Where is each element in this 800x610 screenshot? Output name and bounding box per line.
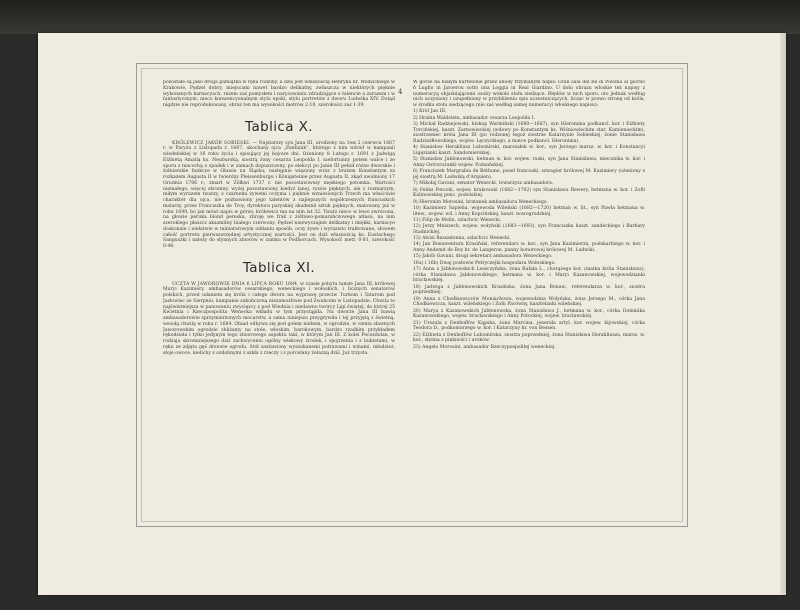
list-item: 13) Alvisi Bassadonna, szlachcic Wenecki. [413,236,511,241]
list-item: 17) Anna z Jabłonowskich Leszczyńska, żona Rafała L., chorążego kor. (matka króla Stanisława), córka Stanisława Jabłonowskiego, hetmana w. kor. i Maryi Kazanowskiej, wojewodzianki bracławskiej. [413,266,645,284]
list-item: 18) Jadwiga z Jabłonowskich Krasińska, żona Jana Bonaw., referendarza w. kor., siostra poprzedniej. [413,284,645,296]
list-item: 23) Angelo Morosini, ambasador Rzeczypospolitej weneckiej. [413,344,556,350]
list-item: 16a) i 16b) Dwaj posłowie Petryczejki hospodara Wołoskiego. [413,260,556,266]
list-item: 11) Filip de Molin, szlachcic Wenecki. [413,217,502,223]
section-lead: UCZTA W JAWOROWIE DNIA 6 LIPCA ROKU [172,281,284,287]
page-number: 4 [398,88,403,96]
list-item: 4) Stanisław Herakliusz Lubomirski, marszałek w. kor., syn Jerzego marsz. w. kor. i Konstancyi Ligęzianki kaszt. Sandomierskiej. [413,145,645,156]
list-item: 19) Anna z Chodkiewiczów Moniachowa, wojewodzina Wołyńska, żona Jerzego M., córka Jana Chodkiewicza, kaszt. wileńskiego i Zofii Pacówny, kasztelanki wileńskiej. [413,296,645,308]
list-item: 21) Urszula z Denhoffów Kąpska, żona Marcina, jenerała artyl. kor. wojew. kijowskiej, córka Teodora D., podkomorzego w. kor. i Katarzyny hr. von Bessen. [413,320,645,332]
section-lead: KRÓLEWICZ JAKÓB SOBIESKI. [172,140,251,146]
list-item: 5) Stanisław Jabłonowski, hetman w. kor. wojew. ruski, syn Jana Stanisława, miecznika w. kor. i Anny Ostrorożanki wojew. Poznańskiej. [413,157,645,168]
participant-list [413,109,645,350]
list-item: 2) Hrabia Waldstein, ambasador cesarza Leopolda I. [413,115,536,121]
scanner-background [0,0,800,34]
section-body: 1684, w czasie pobytu tamże Jana III, królowej Maryi Kazimiery, ambasadorów cesarskiego, weneckiego i wołoskich, i licznych senatorów polskich, przed udaniem się króla i całego dworu na wyprawę przeciw Turkom i Tatarom pod Jazłowiec ze Sierpniu, kampanie zakończoną niezamożliwie pod Żwańcem w Listopadzie. Chwila to najświetniejsza w panowaniu zwycięzcy z pod Wiednia i niedawno twórcy Ligi świętej, do której 25 Kwietnia i Rzeczpospolita Wenecka wkładu w tym przystąpiła. Na dworze Jana III bawią ambasadorowie sprzymierzonych mocarstw, a sama niniejsza przygrywiła i tej przyjętą z świetną, wesołą chwilą w roku r. 1684. Obiad odbywa się pod gołem niebem, w ogrodzie, w cieniu sławnych Jaworowskim ogrodzie zbliżamy na stole, włoskim, barokowym, bardzo rzadkim przykładem rękodzieła i tylko jedynym tego zbiorowego aspektu taki, w którym Jan III. Z kolei Pocozdolan, w rodzaju skromniejszego dziś zachwyceniu ogólny wiekowy środek, i spojrzenia i z bukietami, w ręku ze zdjęta gęś drzewie ogrodu. Stół zastawiony wyszukanemi potrawami i winami, młodzież, słoje owoce, kielichy z ozdobnymi z szkła z rzeczy i z porcelany żelazną dziś. Już trzysta. [163,281,395,356]
text-frame [136,63,688,527]
page-edge [780,33,786,595]
section-paragraph [163,141,395,250]
left-intro-paragraph: pozostałe są jako droga pamiątka w ręku rodziny, a dziś jest własnością Henryka hr. Wodzickiego w Krakowie. Pędzel dobry, miejscami nawet bardzo delikatny, zwłaszcza w niektórych pięknie wykonanych karnacyach, razem zaś pomysłem i narysowaniu zdradzające o talencie a zarazem i w fantastycznym, nieco konwencyonalnym stylu epoki, stylu portretów z dworu Ludwika XIV. Dotąd nigdzie nie reprodukowany, obraz ten ma wysokości metrów 2·10, szerokości zaś 1·39. [163,80,395,108]
list-item: 9) Hieronim Morosini, bratanek ambasadora Weneckiego. [413,199,548,205]
list-item: 15) Jakób Gavani, drugi sekretarz ambasadora Weneckiego. [413,254,553,260]
section-heading: Tablica X. [245,118,313,135]
list-item: 8) Feliks Potocki, wojew. krakowski (1682—1702) syn Stanisława Rewery, hetmana w. kor. i Zofii Kalinowskiej ponc. podolskiej. [413,187,645,199]
list-item: 20) Marya z Kazanowskich Jabłonowska, żona Stanisława J., hetmana w. kor., córka Dominika Kazanowskiego, wojew. bracławskiego i Anny Potockiej, wojew. bracławskiej. [413,308,645,320]
section-heading: Tablica XI. [242,259,316,276]
section-body: — Najstarszy syn Jana III, urodzony na 1ем 2 czerwca 1667 r. w Paryżu z Listopada r. 1667, ukochany ojca „Fanfanik“, którego z nim wśród w kampanii wiedeńskiej w 16 roku życia i spisujący jej bojowe dni. Ożeniony 8 Lutego r. 1691 z Jadwigą Elżbietą Amalią ks. Neuburską, siostrą żony cesarza Leopolda I, niefortunny potem walce i ze sporu z macochą o spadek i w zamach dopuszczony, po elekcyi po Janie III pełnił różne dworskie i żołnierskie funkcye w Oławie na Śląsku; następnie więziony wraz z bratem Konstantym za rozkazem Augusta II w twierdzy Pleissenburgu i Königsteinie przez Augusta II, zkąd uwolniony 17 Grudnia 1706 r.; zmarł w Żółkwi 1737 r. nie pozostawiwszy męskiego potomka. Wartości niemałego, więcej skromny, wyżej pozostawiony kiedyś lanej, rysów pięknych, ale z rozmarzym, miłym wyrazem twarzy, z czarnemi żywemi oczyma i pięknie wzniesionych Trzech ma właściwie charakter dla ojca, nie pozbawiony jego talentów z najlepszych współczesnych francuskich malarzy, przez Franciszka de Troy, dyrektora paryskiej akademii sztuk pięknych, malowany już w roku 1699, bo jak mówi napis w górze, królewicz ma na nim lat 32. Twarz nieco w lewo zwrócona, na głowie peruka blond pereska, zbroję we frak z żółtawo-pomarańczowego atłasu, na nim szerokiego płaszcz aksamitny białego czerwony. Pędzel niezwyczajnie delikatny i miękki, karnacye doskonale i niełatwie w miniaturowym oddaniu sposób, oczy żywe i wyrazisto traktowane, słowem całość portretu pierwszorzędnej artystycznej wartości. Jest on dziś własnością ks. Eustachego Sanguszki i należy do słynnych zbiorów w zamku w Podhorcach. Wysokość metr. 0·81, szerokość 0·48. [163,140,395,249]
list-item: 14) Jan Bonawentura Krasiński, referendarz w. kor., syn Jana Kazimierza, podskarbiego w. kor. i Anny Andemit de Boy hr. de Langeron, panny honorowej królowej M. Ludwiki. [413,242,645,253]
list-item: 3) Michał Radziejowski, biskup Warmiński (1680—1687), syn Hieronima podkancl. kor. i Elżbiety Trzcińskiej, kaszt. Zarnowieckiej (wdowy po Konstantym ks. Wiśniowieckim star. Kamienieckim), siostrzeniec króla Jana III (po rodzonej tegoż siostrze Katarzynie Sobieskiej, żonie Stanisława Radziwiłłowskiego, wojew. Lęczyckiego, a matce podkancl. Hieronima). [413,121,645,144]
list-item: 7) Mikołaj Gavani, senator Wenecki, towarzysz ambasadora. [413,181,554,187]
list-item: 1) Król Jan III. [413,109,447,115]
list-item: 22) Elżbieta z Denhoffów Lubomirska, siostra poprzedniej, żona Stanisława Herakliusza, marsz. w. kor., słynna z piękności i uroków. [413,332,645,344]
section-paragraph [163,282,395,357]
left-column [163,80,395,510]
list-item: 10) Kazimierz Sapieha, wojewoda Wileński (1682—1720) hetman w. lit., syn Pawła hetmana w. litew., wojew. wil. i Anny Kopcińskiej, kaszt. nowogrodzkiej. [413,205,645,217]
book-page [38,33,786,595]
right-column [413,80,645,512]
right-intro-paragraph: W górze na białym kartelonie przez anioły trzymanym napis: Gran sala del Re di Polonia al giorno 6 Luglio in Jaroerou sotto una Loggia in Real Giardino. U dołu obrazu włoskie też napisy z numeracyą objaśniającemi osoby wokoło stołu siedzące. Błędów w nich sporo, oto jednak według nich uczyniony i uzupełniony w przybliżeniu spis uczestniczących, liczac w prawo stronę od króla, w środku stołu siedzącego (nie zaś według samej numeracyi włoskiego napisu): [413,80,645,108]
list-item: 6) Franciszek Margrabia de Béthune, poseł francuski, szwagier królowej M. Kazimiery (ożeniony z jej siostrą M. Ludwiką d'Arquien). [413,169,645,180]
list-item: 12) Jerzy Mniszech, wojew. wołyński (1683—1693), syn Franciszka kaszt. sandeckiego i Barbary Stadnickiej. [413,224,645,235]
